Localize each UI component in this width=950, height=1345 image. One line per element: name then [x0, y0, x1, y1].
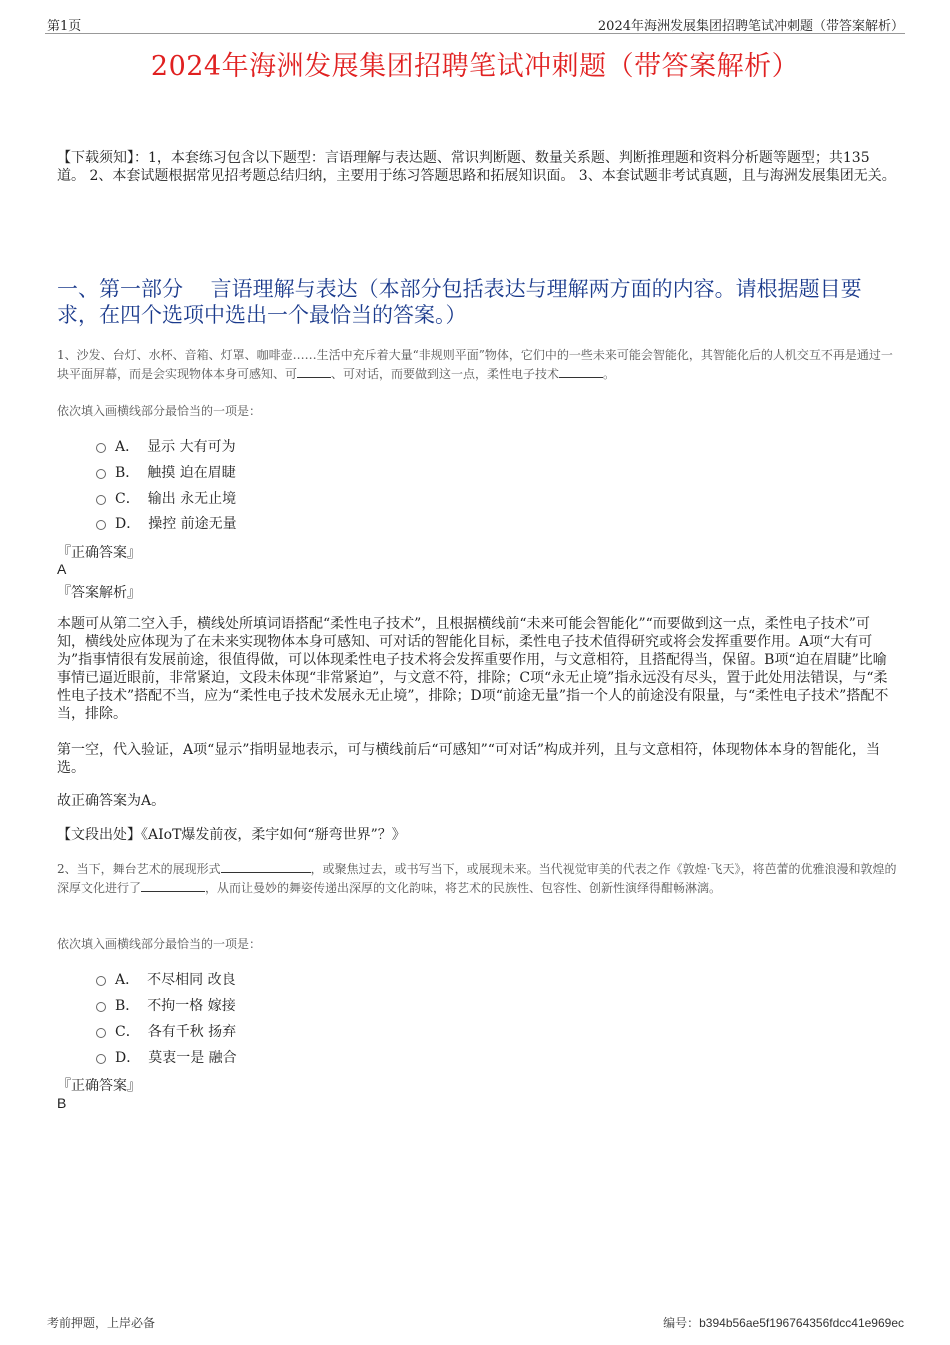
blank-2	[559, 365, 603, 378]
q1-analysis-paragraph-2: 第一空，代入验证，A项“显示”指明显地表示，可与横线前后“可感知”“可对话”构成并列，且与文意相符，体现物体本身的智能化，当选。	[57, 742, 881, 776]
q1-option-c[interactable]: C． 输出 永无止境	[96, 488, 236, 508]
q1-answer: A	[57, 561, 67, 577]
radio-icon[interactable]	[96, 443, 106, 453]
question-1-text: 1、沙发、台灯、水杯、音箱、灯罩、咖啡壶……生活中充斥着大量“非规则平面”物体，它们中的一些未来可能会智能化，其智能化后的人机交互不再是通过一块平面屏幕，而是会实现物体本身可感知、可 、可对话，而要做到这一点，柔性电子技术 。	[57, 348, 893, 381]
q1-analysis-label: 『答案解析』	[57, 585, 141, 601]
q1-analysis-paragraph-1: 本题可从第二空入手，横线处所填词语搭配“柔性电子技术”，且根据横线前“未来可能会智能化”“而要做到这一点，柔性电子技术”可知，横线处应体现为了在未来实现物体本身可感知、可对话的智能化目标，柔性电子技术值得研究或将会发挥重要作用。A项“大有可为”指事情很有发展前途，很值得做，可以体现柔性电子技术将会发挥重要作用，与文意相符，且搭配得当，保留。B项“迫在眉睫”比喻事情已逼近眼前，非常紧迫，文段未体现“非常紧迫”，与文意不符，排除；C项“永无止境”指永远没有尽头，置于此处用法错误，与“柔性电子技术”搭配不当，应为“柔性电子技术发展永无止境”，排除；D项“前途无量”指一个人的前途没有限量，与“柔性电子技术”搭配不当，排除。	[57, 616, 889, 722]
question-1-prompt: 依次填入画横线部分最恰当的一项是：	[57, 404, 262, 418]
q2-option-a[interactable]: A． 不尽相同 改良	[96, 969, 236, 989]
q2-option-c[interactable]: C． 各有千秋 扬弃	[96, 1021, 236, 1041]
radio-icon[interactable]	[96, 520, 106, 530]
radio-icon[interactable]	[96, 1054, 106, 1064]
footer-slogan: 考前押题，上岸必备	[47, 1316, 156, 1330]
q2-option-b[interactable]: B． 不拘一格 嫁接	[96, 995, 236, 1015]
radio-icon[interactable]	[96, 469, 106, 479]
page-number: 第1页	[47, 19, 82, 34]
q1-analysis-paragraph-3: 故正确答案为A。	[57, 793, 166, 809]
question-2-prompt: 依次填入画横线部分最恰当的一项是：	[57, 937, 262, 951]
question-2-text: 2、当下，舞台艺术的展现形式 ，或聚焦过去，或书写当下，或展现未来。当代视觉审美的代表之作《敦煌·飞天》，将芭蕾的优雅浪漫和敦煌的深厚文化进行了 ，从而让曼妙的舞姿传递出深厚的文化韵味，将艺术的民族性、包容性、创新性演绎得酣畅淋漓。	[57, 862, 897, 895]
q1-source: 【文段出处】《AIoT爆发前夜，柔宇如何“掰弯世界”？》	[57, 827, 406, 843]
blank-1	[221, 860, 311, 873]
blank-1	[297, 365, 331, 378]
q2-answer: B	[57, 1095, 67, 1111]
q1-answer-label: 『正确答案』	[57, 545, 141, 561]
q1-option-a[interactable]: A． 显示 大有可为	[96, 436, 236, 456]
q2-option-d[interactable]: D． 莫衷一是 融合	[96, 1047, 237, 1067]
section-heading: 一、第一部分 言语理解与表达（本部分包括表达与理解两方面的内容。请根据题目要求，在四个选项中选出一个最恰当的答案。）	[57, 277, 862, 327]
radio-icon[interactable]	[96, 1002, 106, 1012]
q1-option-d[interactable]: D． 操控 前途无量	[96, 513, 237, 533]
download-notice: 【下载须知】：1，本套练习包含以下题型：言语理解与表达题、常识判断题、数量关系题、判断推理题和资料分析题等题型；共135道。 2、本套试题根据常见招考题总结归纳，主要用于练习答题思路和拓展知识面。 3、本套试题非考试真题，且与海洲发展集团无关。	[57, 150, 896, 184]
q1-option-b[interactable]: B． 触摸 迫在眉睫	[96, 462, 236, 482]
blank-2	[141, 879, 205, 892]
radio-icon[interactable]	[96, 1028, 106, 1038]
footer-code: 编号：b394b56ae5f196764356fdcc41e969ec	[663, 1316, 904, 1330]
q2-answer-label: 『正确答案』	[57, 1078, 141, 1094]
header-divider	[45, 33, 905, 34]
radio-icon[interactable]	[96, 976, 106, 986]
document-title: 2024年海洲发展集团招聘笔试冲刺题（带答案解析）	[150, 51, 800, 82]
radio-icon[interactable]	[96, 495, 106, 505]
running-header-title: 2024年海洲发展集团招聘笔试冲刺题（带答案解析）	[597, 19, 904, 34]
